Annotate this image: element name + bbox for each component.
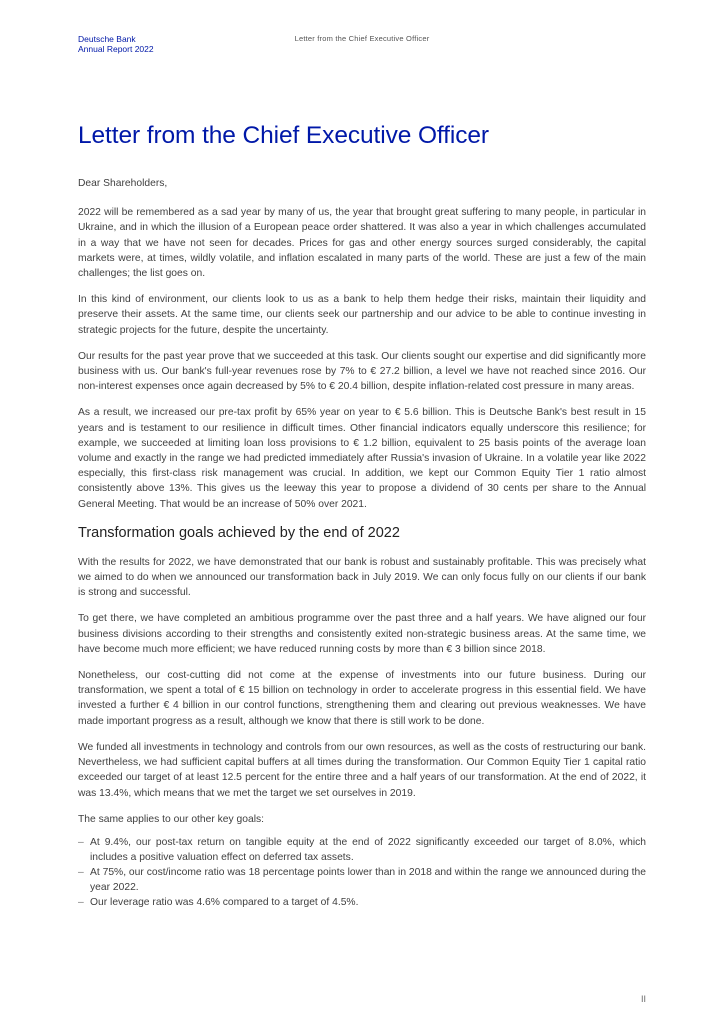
page-title: Letter from the Chief Executive Officer bbox=[78, 122, 489, 149]
paragraph: The same applies to our other key goals: bbox=[78, 813, 265, 825]
paragraph: To get there, we have completed an ambitious programme over the past three and a half years. We have aligned our four business divisions according to their strengths and consistently exited non-strategic business areas. At the same time, we have become much more efficient; we have reduced running costs by more than € 3 billion since 2018. bbox=[78, 613, 646, 655]
letter-body bbox=[78, 176, 646, 910]
paragraph: As a result, we increased our pre-tax profit by 65% year on year to € 5.6 billion. This is Deutsche Bank's best result in 15 years and is testament to our resilience in difficult times. Other financial indicators equally underscore this resilience; for example, we succeeded at limiting loan loss provisions to € 1.2 billion, equivalent to 25 basis points of the average loan volume and exactly in the range we had predicted immediately after Russia's invasion of Ukraine. In a volatile year like 2022 especially, this first-class risk management was crucial. In addition, we kept our Common Equity Tier 1 ratio almost consistently above 13%. This gives us the leeway this year to propose a dividend of 30 cents per share to the Annual General Meeting. That would be an increase of 50% over 2021. bbox=[78, 407, 646, 510]
list-item: – At 9.4%, our post-tax return on tangible equity at the end of 2022 significantly exceeded our target of 8.0%, which includes a positive valuation effect on deferred tax assets. bbox=[78, 835, 646, 865]
salutation: Dear Shareholders, bbox=[78, 178, 168, 189]
paragraph: We funded all investments in technology and controls from our own resources, as well as the costs of restructuring our bank. Nevertheless, we had sufficient capital buffers at all times during the transformation. Our Common Equity Tier 1 capital ratio exceeded our target of at least 12.5 percent for the entire three and a half years of our transformation. At the end of 2022, it was 13.4%, which means that we met the target we set ourselves in 2019. bbox=[78, 741, 646, 799]
paragraph: In this kind of environment, our clients look to us as a bank to help them hedge their risks, maintain their liquidity and preserve their assets. At the same time, our clients seek our partnership and our advice to be able to continue investing in strategic projects for the future, despite the uncertainty. bbox=[78, 294, 646, 336]
running-header: Letter from the Chief Executive Officer bbox=[294, 34, 430, 43]
key-goals-list bbox=[78, 835, 646, 910]
report-name: Annual Report 2022 bbox=[78, 44, 154, 54]
page-number: II bbox=[640, 994, 646, 1004]
paragraph: 2022 will be remembered as a sad year by many of us, the year that brought great suffering to many people, in particular in Ukraine, and in which the illusion of a European peace order shattered. It was also a year in which challenges accumulated in a way that we have not seen for decades. Prices for gas and other energy sources surged considerably, the capital markets were, at times, wildly volatile, and inflation escalated in many parts of the world. These are just a few of the main challenges; the list goes on. bbox=[78, 207, 646, 280]
list-item: – At 75%, our cost/income ratio was 18 percentage points lower than in 2018 and within the range we announced during the year 2022. bbox=[78, 865, 646, 895]
paragraph: Our results for the past year prove that we succeeded at this task. Our clients sought our expertise and did significantly more business with us. Our bank's full-year revenues rose by 7% to € 27.2 billion, a level we have not reached since 2016. Our non-interest expenses once again decreased by 5% to € 20.4 billion, despite inflation-related cost pressure in many areas. bbox=[78, 350, 646, 393]
paragraph: With the results for 2022, we have demonstrated that our bank is robust and sustainably profitable. This was precisely what we aimed to do when we announced our transformation back in July 2019. We can only focus fully on our clients if our bank is strong and successful. bbox=[78, 556, 646, 599]
section-heading: Transformation goals achieved by the end of 2022 bbox=[78, 524, 400, 541]
list-item: – Our leverage ratio was 4.6% compared to a target of 4.5%. bbox=[78, 895, 646, 910]
paragraph: Nonetheless, our cost-cutting did not come at the expense of investments into our future business. During our transformation, we spent a total of € 15 billion on technology in order to accelerate progress in this essential field. We have invested a further € 4 billion in our control functions, strengthening them and clearing out previous weaknesses. We have made important progress as a result, although we know that there is still work to be done. bbox=[78, 670, 646, 727]
company-name: Deutsche Bank bbox=[78, 34, 136, 44]
